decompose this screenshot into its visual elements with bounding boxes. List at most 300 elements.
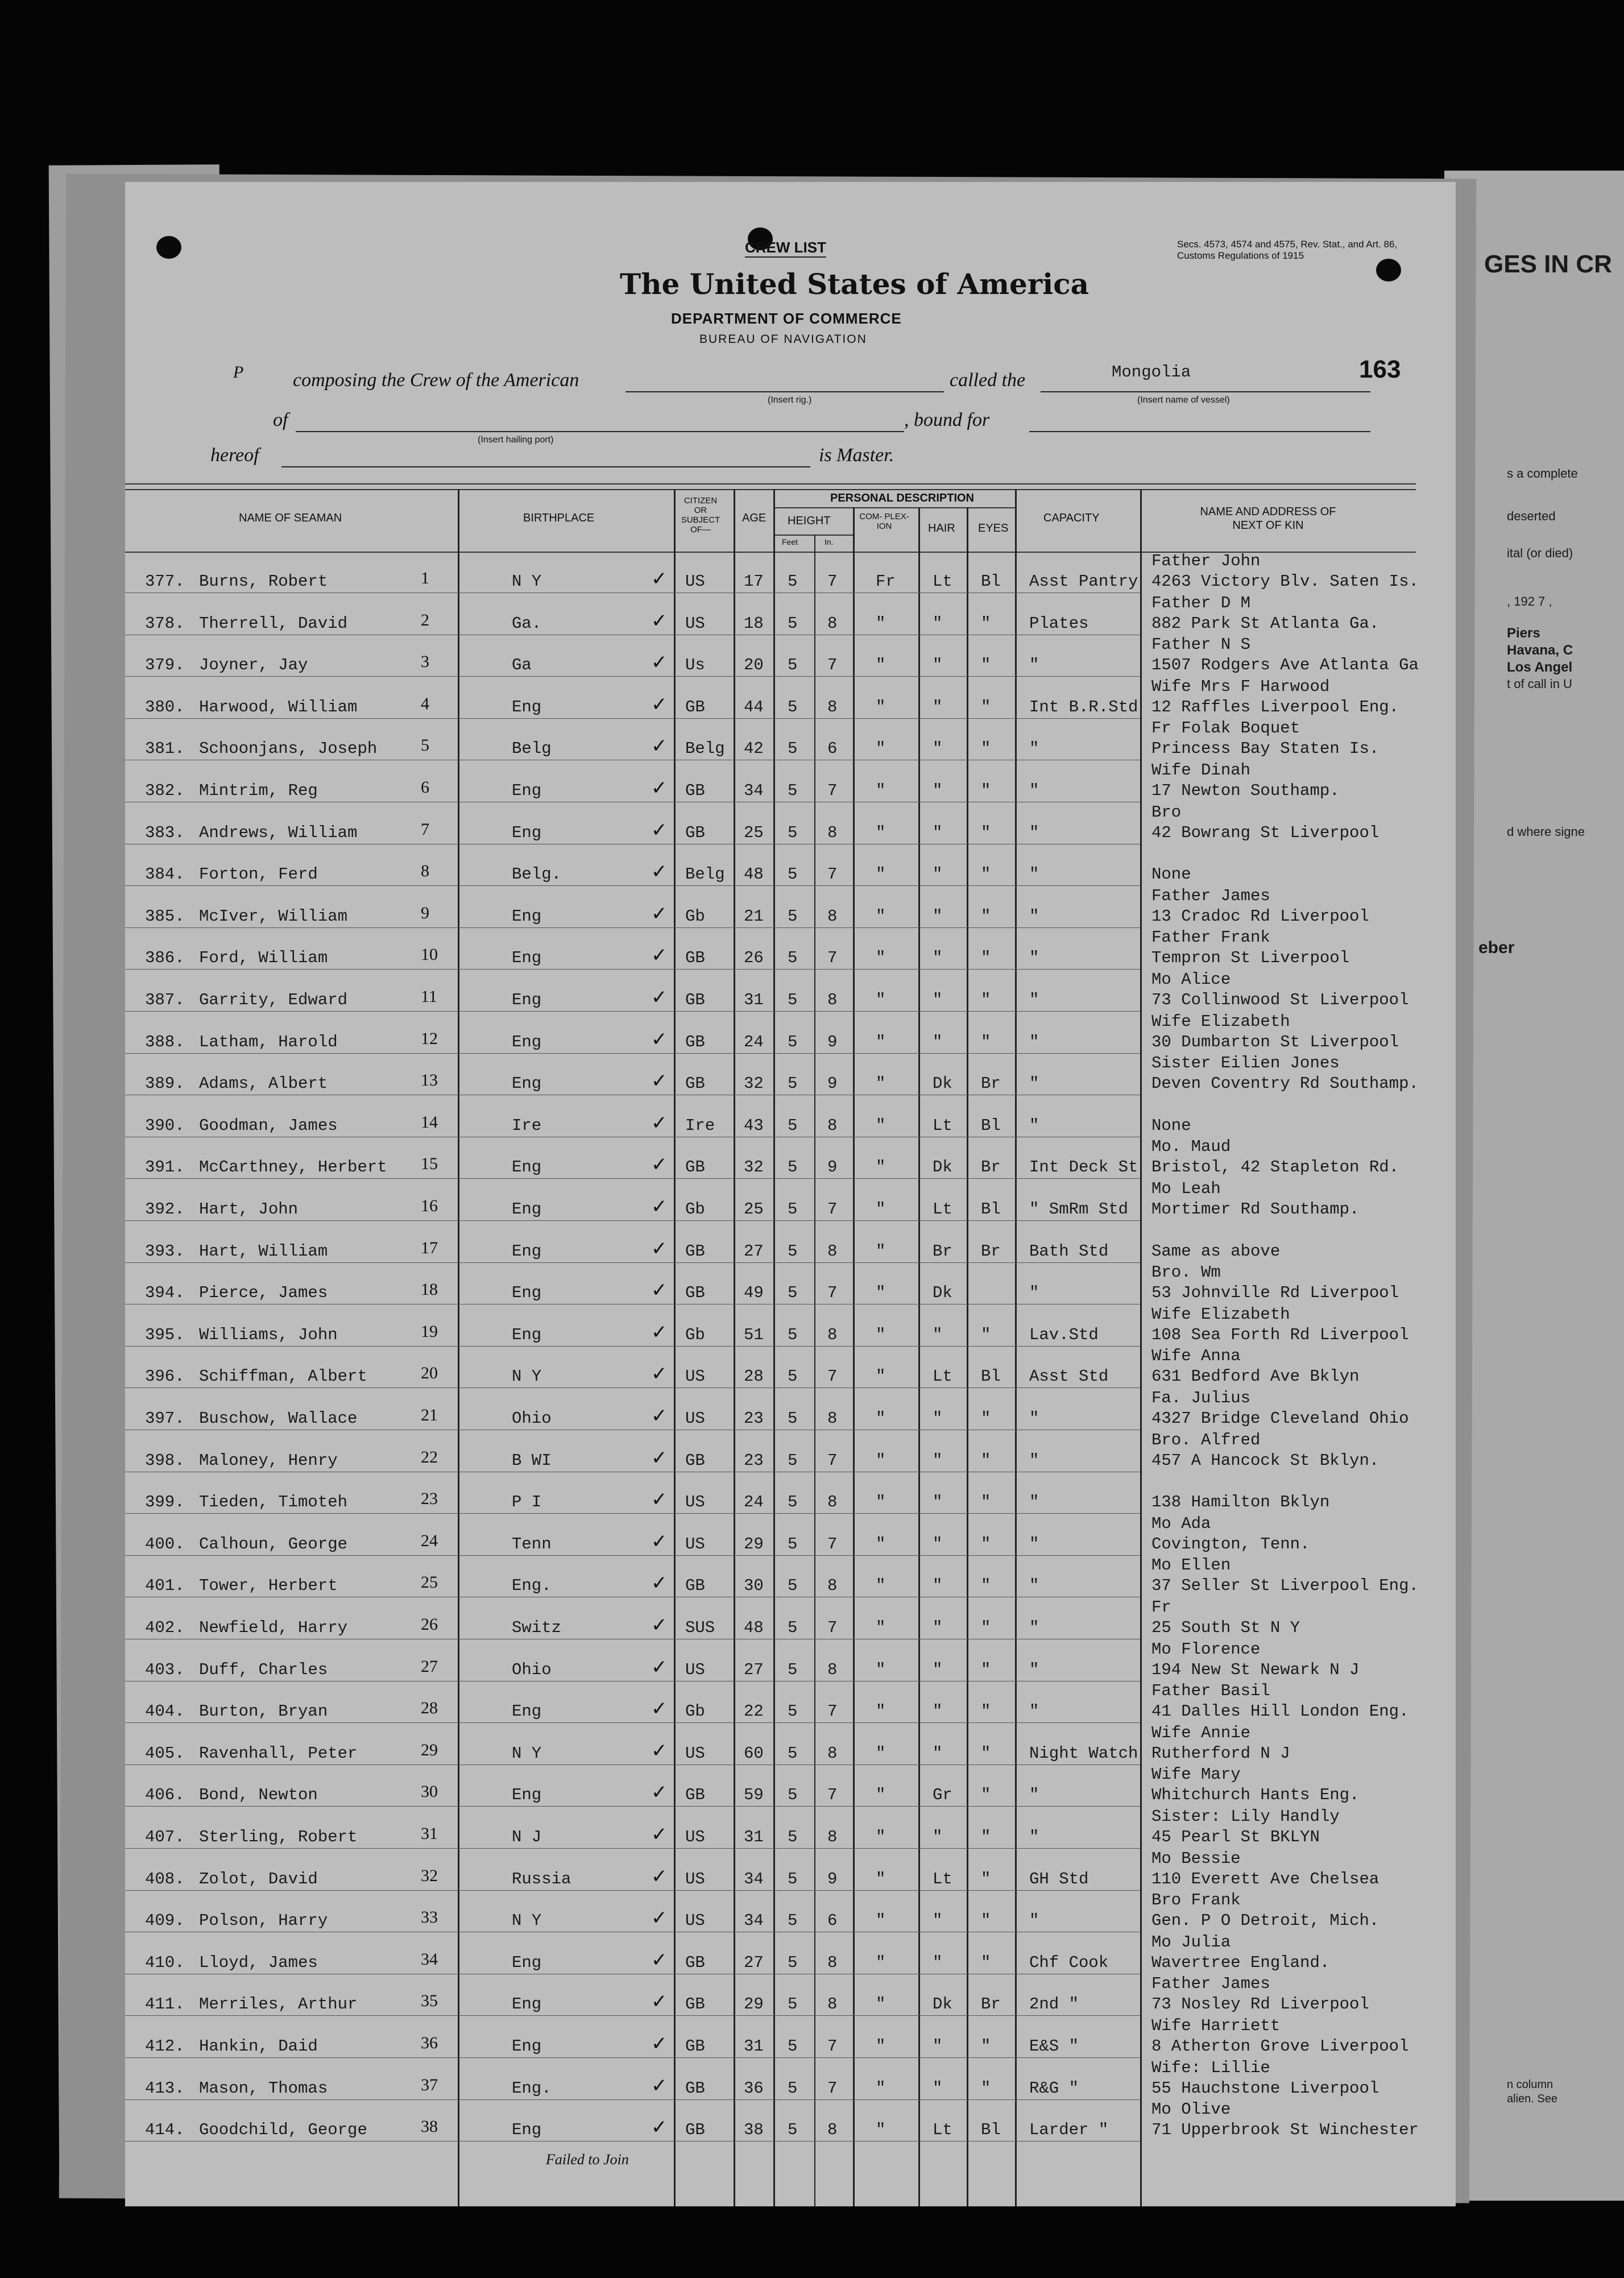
height-feet: 5 bbox=[788, 1283, 798, 1303]
verification-check-icon: ✓ bbox=[651, 1070, 668, 1093]
age: 34 bbox=[744, 1869, 764, 1888]
hair: Lt bbox=[933, 572, 952, 591]
capacity: " bbox=[1029, 823, 1039, 842]
eyes: " bbox=[981, 1032, 991, 1051]
next-of-kin-address: 45 Pearl St BKLYN bbox=[1151, 1828, 1320, 1846]
birthplace: Eng bbox=[512, 1786, 542, 1805]
next-of-kin-name: Father D M bbox=[1151, 593, 1251, 612]
next-of-kin-name: Wife Mrs F Harwood bbox=[1151, 677, 1330, 696]
height-feet: 5 bbox=[788, 2120, 798, 2140]
age: 23 bbox=[744, 1409, 764, 1428]
eyes: Bl bbox=[981, 2120, 1001, 2140]
crew-number: 392. bbox=[145, 1200, 185, 1219]
height-inches: 7 bbox=[827, 1367, 838, 1386]
hair: " bbox=[933, 614, 943, 633]
hair: Lt bbox=[933, 1116, 952, 1135]
crew-number: 409. bbox=[145, 1911, 185, 1931]
birthplace: Eng bbox=[512, 1995, 542, 2014]
next-of-kin-address: 108 Sea Forth Rd Liverpool bbox=[1151, 1325, 1409, 1344]
height-inches: 7 bbox=[827, 656, 838, 675]
height-feet: 5 bbox=[788, 697, 798, 716]
next-of-kin-address: 25 South St N Y bbox=[1151, 1618, 1300, 1637]
hair: " bbox=[933, 991, 943, 1009]
age: 44 bbox=[744, 697, 764, 716]
complexion: " bbox=[876, 2078, 886, 2098]
birthplace: Ohio bbox=[512, 1660, 552, 1679]
seaman-name: Merriles, Arthur bbox=[199, 1995, 358, 2014]
vessel-caption: (Insert name of vessel) bbox=[1137, 395, 1230, 405]
capacity: " bbox=[1029, 1786, 1039, 1805]
verification-check-icon: ✓ bbox=[651, 1614, 668, 1637]
next-of-kin-address: 12 Raffles Liverpool Eng. bbox=[1151, 697, 1399, 716]
birthplace: Belg bbox=[512, 739, 552, 759]
next-of-kin-address: 55 Hauchstone Liverpool bbox=[1151, 2078, 1379, 2098]
col-header-kin: NAME AND ADDRESS OF NEXT OF KIN bbox=[1200, 506, 1336, 532]
hair: " bbox=[933, 1451, 943, 1470]
citizenship: GB bbox=[685, 1786, 705, 1805]
next-of-kin-address: Whitchurch Hants Eng. bbox=[1151, 1786, 1360, 1805]
next-of-kin-name: Fr Folak Boquet bbox=[1151, 719, 1300, 738]
hair: Lt bbox=[933, 2120, 952, 2140]
next-of-kin-address: 457 A Hancock St Bklyn. bbox=[1151, 1451, 1379, 1470]
next-of-kin-address: 37 Seller St Liverpool Eng. bbox=[1151, 1576, 1419, 1596]
back-right-fragment: t of call in U bbox=[1507, 677, 1572, 691]
next-of-kin-name: Father Frank bbox=[1151, 928, 1270, 947]
birthplace: Eng bbox=[512, 991, 542, 1009]
eyes: " bbox=[981, 1828, 991, 1846]
citizenship: US bbox=[685, 614, 705, 633]
age: 43 bbox=[744, 1116, 764, 1135]
citizenship: GB bbox=[685, 1953, 705, 1972]
line-number: 4 bbox=[421, 694, 429, 713]
height-feet: 5 bbox=[788, 823, 798, 842]
next-of-kin-address: 194 New St Newark N J bbox=[1151, 1660, 1360, 1679]
complexion: " bbox=[876, 1032, 886, 1051]
next-of-kin-address: None bbox=[1151, 865, 1191, 884]
next-of-kin-name: Bro Frank bbox=[1151, 1891, 1241, 1910]
next-of-kin-name: Father N S bbox=[1151, 635, 1251, 655]
complexion: " bbox=[876, 865, 886, 884]
hair: Dk bbox=[933, 1995, 952, 2014]
height-inches: 7 bbox=[827, 2037, 838, 2056]
next-of-kin-address: 53 Johnville Rd Liverpool bbox=[1151, 1283, 1399, 1303]
verification-check-icon: ✓ bbox=[651, 1990, 668, 2014]
crew-number: 385. bbox=[145, 906, 185, 926]
complexion: " bbox=[876, 1534, 886, 1554]
col-header-eyes: EYES bbox=[978, 522, 1009, 535]
row-rule bbox=[125, 1178, 1140, 1179]
verification-check-icon: ✓ bbox=[651, 651, 668, 674]
capacity: " bbox=[1029, 949, 1039, 968]
crew-number: 406. bbox=[145, 1786, 185, 1805]
line-number: 3 bbox=[421, 652, 429, 672]
personal-desc-rule bbox=[773, 507, 1015, 508]
height-inches: 7 bbox=[827, 1618, 838, 1637]
next-of-kin-address: 138 Hamilton Bklyn bbox=[1151, 1493, 1330, 1512]
crew-number: 390. bbox=[145, 1116, 185, 1135]
complexion: " bbox=[876, 1702, 886, 1721]
citizenship: GB bbox=[685, 1158, 705, 1177]
crew-number: 394. bbox=[145, 1283, 185, 1303]
table-top-rule bbox=[125, 483, 1416, 484]
verification-check-icon: ✓ bbox=[651, 1405, 668, 1427]
rig-fill-line bbox=[625, 391, 944, 392]
complexion: " bbox=[876, 1869, 886, 1888]
department-heading: DEPARTMENT OF COMMERCE bbox=[671, 310, 902, 327]
age: 29 bbox=[744, 1534, 764, 1554]
next-of-kin-name: Father John bbox=[1151, 552, 1261, 570]
eyes: " bbox=[981, 823, 991, 842]
complexion: " bbox=[876, 823, 886, 842]
citizenship: Belg bbox=[685, 739, 725, 759]
seaman-name: Calhoun, George bbox=[199, 1534, 348, 1554]
table-top-rule bbox=[125, 489, 1416, 490]
line-number: 8 bbox=[421, 862, 429, 881]
next-of-kin-name: Mo Ada bbox=[1151, 1514, 1211, 1533]
capacity: " bbox=[1029, 1116, 1039, 1135]
age: 36 bbox=[744, 2078, 764, 2098]
seaman-name: Goodman, James bbox=[199, 1116, 338, 1135]
capacity: " bbox=[1029, 1828, 1039, 1846]
verification-check-icon: ✓ bbox=[651, 2116, 668, 2139]
citizenship: US bbox=[685, 1869, 705, 1888]
capacity: Night Watch bbox=[1029, 1743, 1138, 1763]
row-rule bbox=[125, 1011, 1140, 1012]
verification-check-icon: ✓ bbox=[651, 1279, 668, 1302]
back-right-fragment: deserted bbox=[1507, 509, 1556, 523]
verification-check-icon: ✓ bbox=[651, 860, 668, 884]
eyes: " bbox=[981, 1743, 991, 1763]
hair: " bbox=[933, 1618, 943, 1637]
verification-check-icon: ✓ bbox=[651, 1572, 668, 1595]
birthplace: Eng bbox=[512, 823, 542, 842]
birthplace: Belg. bbox=[512, 865, 562, 884]
crew-number: 400. bbox=[145, 1534, 185, 1554]
birthplace: Eng. bbox=[512, 1576, 552, 1596]
next-of-kin-address: 17 Newton Southamp. bbox=[1151, 781, 1340, 800]
next-of-kin-name: Mo Bessie bbox=[1151, 1849, 1241, 1868]
seaman-name: Hart, William bbox=[199, 1241, 328, 1261]
height-inches: 8 bbox=[827, 1953, 838, 1972]
line-number: 30 bbox=[421, 1782, 438, 1801]
line-number: 24 bbox=[421, 1531, 438, 1550]
back-right-fragment: n column bbox=[1507, 2078, 1553, 2091]
row-rule bbox=[125, 1262, 1140, 1263]
citizenship: GB bbox=[685, 991, 705, 1009]
hair: Dk bbox=[933, 1074, 952, 1094]
table-row bbox=[125, 1347, 1456, 1394]
height-feet: 5 bbox=[788, 614, 798, 633]
seaman-name: Burns, Robert bbox=[199, 572, 328, 591]
capacity: " bbox=[1029, 865, 1039, 884]
seaman-name: Garrity, Edward bbox=[199, 991, 348, 1009]
row-rule bbox=[125, 676, 1140, 677]
form-line3-whereof: hereof bbox=[210, 445, 259, 466]
line-number: 14 bbox=[421, 1112, 438, 1132]
line-number: 31 bbox=[421, 1824, 438, 1843]
crew-number: 393. bbox=[145, 1241, 185, 1261]
height-feet: 5 bbox=[788, 1743, 798, 1763]
crew-number: 391. bbox=[145, 1158, 185, 1177]
height-feet: 5 bbox=[788, 1702, 798, 1721]
next-of-kin-address: Tempron St Liverpool bbox=[1151, 949, 1350, 968]
line-number: 34 bbox=[421, 1949, 438, 1969]
birthplace: Eng bbox=[512, 1200, 542, 1219]
citizenship: US bbox=[685, 1660, 705, 1679]
birthplace: Eng bbox=[512, 1953, 542, 1972]
citizenship: SUS bbox=[685, 1618, 715, 1637]
table-row bbox=[125, 1807, 1456, 1855]
complexion: " bbox=[876, 1618, 886, 1637]
age: 25 bbox=[744, 1200, 764, 1219]
birthplace: Eng bbox=[512, 949, 542, 968]
height-feet: 5 bbox=[788, 2037, 798, 2056]
birthplace: Eng bbox=[512, 2037, 542, 2056]
table-row bbox=[125, 1723, 1456, 1771]
next-of-kin-address: 73 Collinwood St Liverpool bbox=[1151, 991, 1409, 1009]
next-of-kin-address: 42 Bowrang St Liverpool bbox=[1151, 823, 1379, 842]
hair: " bbox=[933, 1493, 943, 1512]
row-rule bbox=[125, 1220, 1140, 1221]
table-row bbox=[125, 1137, 1456, 1185]
seaman-name: Bond, Newton bbox=[199, 1786, 318, 1805]
seaman-name: Buschow, Wallace bbox=[199, 1409, 358, 1428]
capacity: " bbox=[1029, 1283, 1039, 1303]
capacity: " bbox=[1029, 1660, 1039, 1679]
capacity: GH Std bbox=[1029, 1869, 1089, 1888]
eyes: " bbox=[981, 1409, 991, 1428]
age: 51 bbox=[744, 1325, 764, 1344]
next-of-kin-name: Wife Dinah bbox=[1151, 761, 1251, 780]
complexion: " bbox=[876, 1493, 886, 1512]
height-feet: 5 bbox=[788, 1074, 798, 1094]
crew-number: 399. bbox=[145, 1493, 185, 1512]
height-feet: 5 bbox=[788, 1200, 798, 1219]
next-of-kin-address: Bristol, 42 Stapleton Rd. bbox=[1151, 1158, 1399, 1177]
back-right-fragment: ital (or died) bbox=[1507, 546, 1573, 560]
height-feet: 5 bbox=[788, 991, 798, 1009]
height-feet: 5 bbox=[788, 1116, 798, 1135]
birthplace: Eng bbox=[512, 1032, 542, 1051]
failed-to-join-note: Failed to Join bbox=[546, 2151, 629, 2168]
height-inches: 8 bbox=[827, 2120, 838, 2140]
row-rule bbox=[125, 1890, 1140, 1891]
table-row bbox=[125, 802, 1456, 851]
table-row bbox=[125, 1556, 1456, 1604]
age: 31 bbox=[744, 1828, 764, 1846]
table-row bbox=[125, 1227, 1456, 1269]
row-rule bbox=[125, 2141, 1140, 2142]
eyes: " bbox=[981, 949, 991, 968]
next-of-kin-name: Wife Mary bbox=[1151, 1765, 1241, 1784]
row-rule bbox=[125, 2057, 1140, 2058]
height-feet: 5 bbox=[788, 1409, 798, 1428]
capacity: Larder " bbox=[1029, 2120, 1109, 2140]
table-row bbox=[125, 2058, 1456, 2106]
verification-check-icon: ✓ bbox=[651, 818, 668, 842]
next-of-kin-address: 882 Park St Atlanta Ga. bbox=[1151, 614, 1379, 633]
capacity: " bbox=[1029, 1534, 1039, 1554]
next-of-kin-address: Gen. P O Detroit, Mich. bbox=[1151, 1911, 1379, 1931]
seaman-name: Newfield, Harry bbox=[199, 1618, 348, 1637]
birthplace: Switz bbox=[512, 1618, 562, 1637]
verification-check-icon: ✓ bbox=[651, 1111, 668, 1134]
verification-check-icon: ✓ bbox=[651, 1195, 668, 1218]
form-line1-prefix: P bbox=[233, 363, 244, 382]
age: 18 bbox=[744, 614, 764, 633]
eyes: Bl bbox=[981, 572, 1001, 591]
col-header-citizen: CITIZEN OR SUBJECT OF— bbox=[681, 496, 720, 535]
capacity: Plates bbox=[1029, 614, 1089, 633]
eyes: Br bbox=[981, 1074, 1001, 1094]
next-of-kin-name: Mo Leah bbox=[1151, 1179, 1221, 1198]
citizenship: Gb bbox=[685, 1200, 705, 1219]
row-rule bbox=[125, 1053, 1140, 1054]
citizenship: GB bbox=[685, 2037, 705, 2056]
seaman-name: Tieden, Timoteh bbox=[199, 1493, 348, 1512]
height-feet: 5 bbox=[788, 1869, 798, 1888]
height-feet: 5 bbox=[788, 656, 798, 675]
eyes: " bbox=[981, 1493, 991, 1512]
line-number: 20 bbox=[421, 1364, 438, 1383]
verification-check-icon: ✓ bbox=[651, 1948, 668, 1971]
line-number: 11 bbox=[421, 987, 437, 1006]
height-feet: 5 bbox=[788, 1911, 798, 1931]
citizenship: GB bbox=[685, 1995, 705, 2014]
table-row bbox=[125, 1304, 1456, 1353]
crew-number: 408. bbox=[145, 1869, 185, 1888]
form-line2-of: of bbox=[273, 409, 288, 430]
next-of-kin-address: Deven Coventry Rd Southamp. bbox=[1151, 1074, 1419, 1094]
complexion: " bbox=[876, 949, 886, 968]
height-inches: 7 bbox=[827, 949, 838, 968]
line-number: 21 bbox=[421, 1406, 438, 1424]
verification-check-icon: ✓ bbox=[651, 1362, 668, 1386]
height-inches: 9 bbox=[827, 1869, 838, 1888]
eyes: Bl bbox=[981, 1116, 1001, 1135]
col-header-name: NAME OF SEAMAN bbox=[239, 512, 342, 524]
citizenship: US bbox=[685, 1911, 705, 1931]
next-of-kin-address: 631 Bedford Ave Bklyn bbox=[1151, 1367, 1360, 1386]
complexion: " bbox=[876, 1283, 886, 1303]
row-rule bbox=[125, 1555, 1140, 1556]
eyes: " bbox=[981, 991, 991, 1009]
eyes: " bbox=[981, 697, 991, 716]
row-rule bbox=[125, 1806, 1140, 1807]
crew-number: 383. bbox=[145, 823, 185, 842]
height-inches: 7 bbox=[827, 1534, 838, 1554]
height-inches: 8 bbox=[827, 1493, 838, 1512]
hair: Lt bbox=[933, 1367, 952, 1386]
height-inches: 8 bbox=[827, 991, 838, 1009]
crew-list-heading: CREW LIST bbox=[745, 239, 826, 258]
eyes: " bbox=[981, 906, 991, 926]
crew-number: 382. bbox=[145, 781, 185, 800]
col-header-inches: In. bbox=[825, 537, 834, 546]
seaman-name: Goodchild, George bbox=[199, 2120, 367, 2140]
complexion: " bbox=[876, 1409, 886, 1428]
complexion: " bbox=[876, 1828, 886, 1846]
seaman-name: Schiffman, Albert bbox=[199, 1367, 367, 1386]
next-of-kin-name: Mo Olive bbox=[1151, 2100, 1231, 2119]
complexion: " bbox=[876, 614, 886, 633]
birthplace: Eng bbox=[512, 697, 542, 716]
next-of-kin-address: Mortimer Rd Southamp. bbox=[1151, 1200, 1360, 1219]
verification-check-icon: ✓ bbox=[651, 1697, 668, 1721]
vessel-name: Mongolia bbox=[1112, 363, 1191, 382]
seaman-name: Ravenhall, Peter bbox=[199, 1743, 358, 1763]
sheet-number: 163 bbox=[1359, 355, 1401, 383]
table-row bbox=[125, 593, 1456, 641]
height-feet: 5 bbox=[788, 1367, 798, 1386]
back-right-fragment: Los Angel bbox=[1507, 660, 1573, 675]
next-of-kin-address: 4327 Bridge Cleveland Ohio bbox=[1151, 1409, 1409, 1428]
height-feet: 5 bbox=[788, 781, 798, 800]
height-feet: 5 bbox=[788, 949, 798, 968]
seaman-name: McIver, William bbox=[199, 906, 348, 926]
age: 34 bbox=[744, 781, 764, 800]
capacity: " bbox=[1029, 1911, 1039, 1931]
verification-check-icon: ✓ bbox=[651, 1237, 668, 1260]
line-number: 25 bbox=[421, 1573, 438, 1592]
age: 27 bbox=[744, 1953, 764, 1972]
next-of-kin-address: 71 Upperbrook St Winchester bbox=[1151, 2120, 1419, 2140]
next-of-kin-name: Mo. Maud bbox=[1151, 1137, 1231, 1157]
birthplace: Eng bbox=[512, 1241, 542, 1261]
seaman-name: Ford, William bbox=[199, 949, 328, 968]
next-of-kin-name: Mo Alice bbox=[1151, 970, 1231, 989]
citizenship: GB bbox=[685, 1032, 705, 1051]
hair: " bbox=[933, 1032, 943, 1051]
line-number: 10 bbox=[421, 945, 438, 964]
crew-number: 388. bbox=[145, 1032, 185, 1051]
verification-check-icon: ✓ bbox=[651, 1655, 668, 1679]
hair: " bbox=[933, 1660, 943, 1679]
eyes: " bbox=[981, 1618, 991, 1637]
vessel-fill-line bbox=[1041, 391, 1370, 392]
line-number: 33 bbox=[421, 1908, 438, 1927]
complexion: " bbox=[876, 1241, 886, 1261]
height-inches: 8 bbox=[827, 1116, 838, 1135]
line-number: 38 bbox=[421, 2117, 438, 2136]
citizenship: Us bbox=[685, 656, 705, 675]
hair: Dk bbox=[933, 1158, 952, 1177]
birthplace: N J bbox=[512, 1828, 542, 1846]
col-header-height: HEIGHT bbox=[788, 515, 831, 527]
next-of-kin-address: 30 Dumbarton St Liverpool bbox=[1151, 1032, 1399, 1051]
back-right-header: GES IN CR bbox=[1484, 250, 1612, 278]
verification-check-icon: ✓ bbox=[651, 944, 668, 967]
eyes: Br bbox=[981, 1995, 1001, 2014]
height-inches: 8 bbox=[827, 1660, 838, 1679]
crew-number: 414. bbox=[145, 2120, 185, 2140]
height-inches: 9 bbox=[827, 1158, 838, 1177]
complexion: " bbox=[876, 1200, 886, 1219]
seaman-name: Mason, Thomas bbox=[199, 2078, 328, 2098]
crew-number: 404. bbox=[145, 1702, 185, 1721]
hair: " bbox=[933, 781, 943, 800]
age: 28 bbox=[744, 1367, 764, 1386]
table-row bbox=[125, 2100, 1456, 2148]
capacity: " bbox=[1029, 1409, 1039, 1428]
height-feet: 5 bbox=[788, 2078, 798, 2098]
back-right-fragment: Piers bbox=[1507, 626, 1540, 641]
age: 24 bbox=[744, 1032, 764, 1051]
complexion: " bbox=[876, 1325, 886, 1344]
row-rule bbox=[125, 718, 1140, 719]
birthplace: Ire bbox=[512, 1116, 542, 1135]
complexion: " bbox=[876, 656, 886, 675]
